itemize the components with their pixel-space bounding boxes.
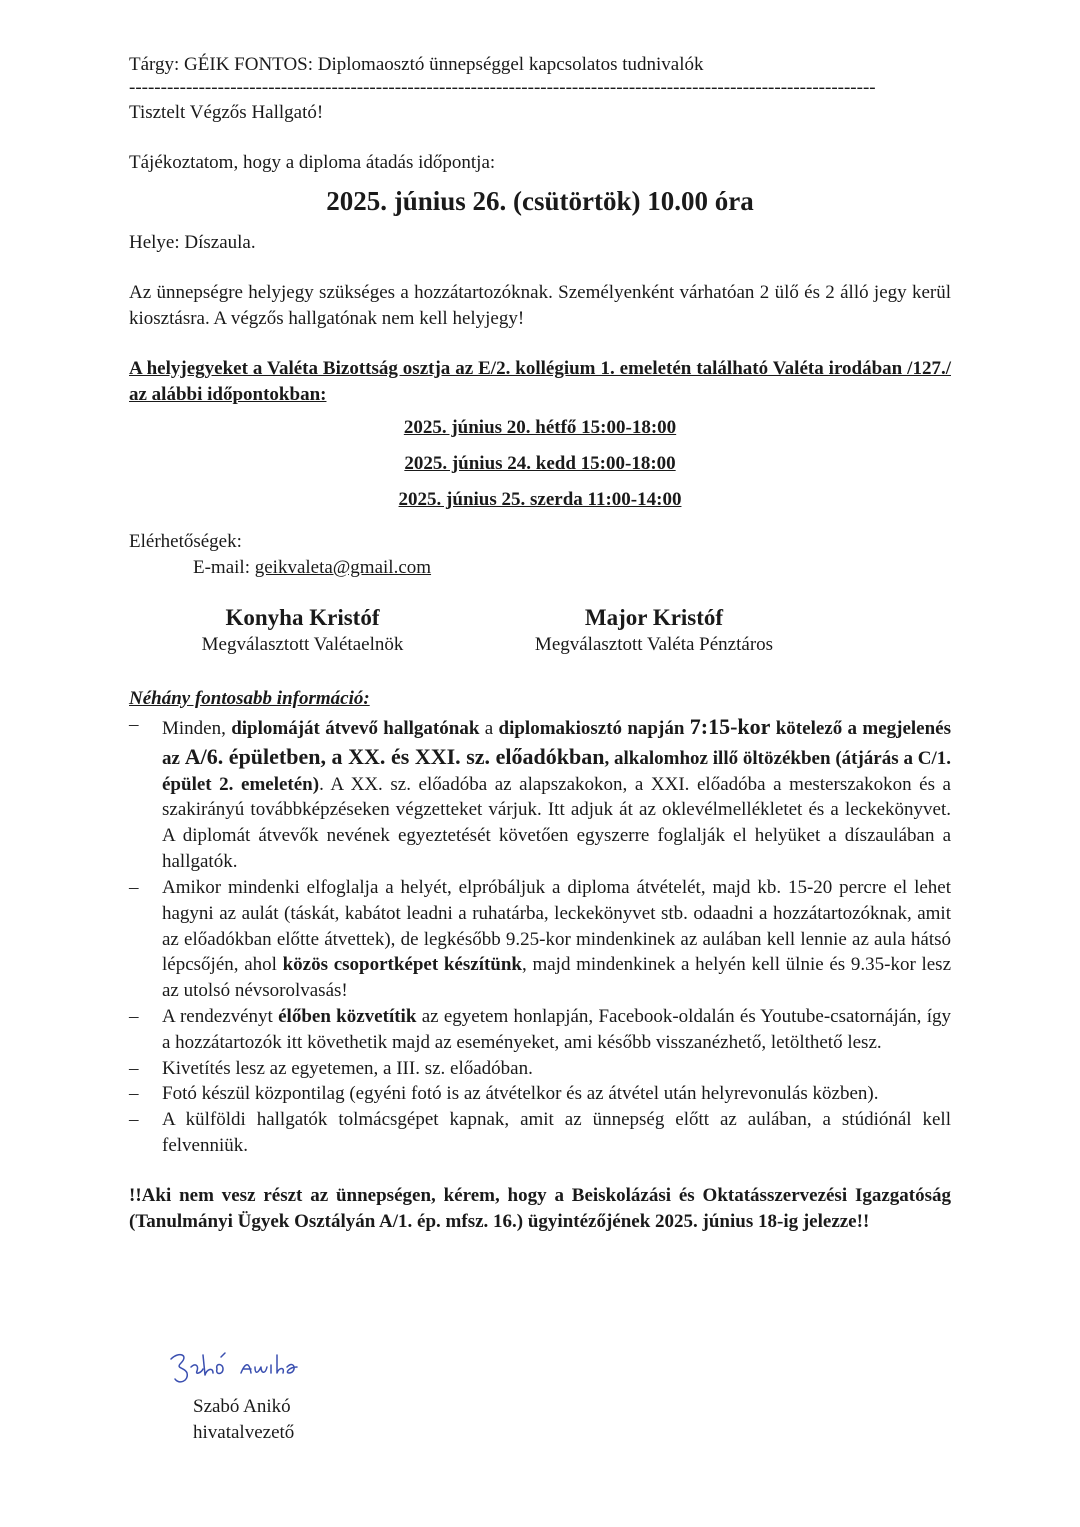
signer-name: Szabó Anikó [193, 1396, 291, 1417]
text-bold: kötelező a megjelenés az [162, 717, 952, 769]
bullet-dash: – [129, 876, 139, 898]
text: az egyetem honlapján, Facebook-oldalán és Youtube-csatornáján, így a hozzátartozók itt követhetik majd az eseményeket, ami később visszanézhető, letölthető lesz. [162, 1006, 951, 1053]
contacts-label: Elérhetőségek: [129, 530, 242, 552]
slot-3: 2025. június 25. szerda 11:00-14:00 [398, 489, 682, 510]
bullet-dash: – [129, 1057, 139, 1079]
contact-people [129, 604, 951, 657]
slot-2: 2025. június 24. kedd 15:00-18:00 [404, 453, 676, 475]
text: Fotó készül központilag (egyéni fotó is az átvételkor és az átvétel után helyrevonulás közben). [162, 1083, 879, 1105]
text-bold: diplomakiosztó napján [498, 717, 685, 739]
list-item [129, 1056, 951, 1082]
letter [129, 52, 951, 1235]
person-role: Megválasztott Valéta Pénztáros [534, 634, 774, 656]
subject-line: Tárgy: GÉIK FONTOS: Diplomaosztó ünnepséggel kapcsolatos tudnivalók [129, 54, 704, 75]
bullet-dash: – [129, 1006, 139, 1027]
email-row [193, 555, 951, 581]
ceremony-date: 2025. június 26. (csütörtök) 10.00 óra [326, 186, 754, 217]
text-bold-large: 7:15-kor [689, 713, 771, 739]
handwritten-signature [165, 1345, 315, 1393]
text-bold: , alkalomhoz illő öltözékben (átjárás a C/1. épület 2. emeletén) [162, 747, 952, 795]
signer-block [193, 1394, 294, 1446]
separator-line: ---------------------------------------------------------------------------------------------------------------------- [129, 77, 876, 98]
list-item [129, 1107, 951, 1159]
tickets-note: Az ünnepségre helyjegy szükséges a hozzátartozóknak. Személyenként várhatóan 2 ülő és 2 álló jegy kerül kiosztásra. A végzős hallgatónak nem kell helyjegy! [129, 282, 951, 329]
email-link[interactable]: geikvaleta@gmail.com [254, 556, 432, 578]
intro-text: Tájékoztatom, hogy a diploma átadás időpontja: [129, 151, 496, 173]
text: . A XX. sz. előadóba az alapszakokon, a XXI. előadóba a mesterszakokon és a szakirányú továbbképzéseken végzetteket várjuk. Itt adjuk át az oklevélmellékletet és a leckekönyvet. A diplomát átvevők nevének egyeztetését követően egyszerre foglalják el helyüket a díszaulában a hallgatók. [162, 773, 951, 873]
signer-title: hivatalvezető [193, 1421, 295, 1443]
contacts [129, 529, 951, 581]
text-bold: élőben közvetítik [278, 1006, 417, 1027]
list-item [129, 712, 951, 875]
text: A külföldi hallgatók tolmácsgépet kapnak, amit az ünnepség előtt az aulában, a stúdiónál kell felvenniük. [162, 1109, 951, 1157]
bullet-dash: – [129, 1083, 139, 1105]
person-role: Megválasztott Valétaelnök [201, 634, 404, 656]
ceremony-place: Helye: Díszaula. [129, 232, 256, 254]
warning-note: !!Aki nem vesz részt az ünnepségen, kérem, hogy a Beiskolázási és Oktatásszervezési Igazgatóság (Tanulmányi Ügyek Osztályán A/1. ép. mfsz. 16.) ügyintézőjének 2025. június 18-ig jelezze!! [129, 1184, 951, 1232]
list-item [129, 875, 951, 1004]
info-list [129, 712, 951, 1159]
text: Minden, [162, 717, 232, 739]
person-name: Major Kristóf [584, 605, 724, 631]
greeting: Tisztelt Végzős Hallgató! [129, 101, 324, 123]
text: , majd mindenkinek a helyén kell ülnie és 9.35-kor lesz az utolsó névsorolvasás! [162, 954, 952, 1002]
email-label: E-mail: [193, 556, 250, 578]
person-president [129, 604, 476, 657]
bullet-dash: – [129, 713, 139, 735]
text: A rendezvényt [162, 1006, 279, 1027]
list-item [129, 1004, 951, 1056]
person-treasurer [476, 604, 832, 657]
info-title: Néhány fontosabb információ: [129, 687, 370, 709]
text-bold-large: A/6. épületben, a XX. és XXI. sz. előadókban [184, 743, 605, 769]
person-name: Konyha Kristóf [225, 605, 380, 631]
text-bold: közös csoportképet készítünk [282, 954, 523, 976]
text: Kivetítés lesz az egyetemen, a III. sz. előadóban. [162, 1057, 533, 1079]
ticket-office-info: A helyjegyeket a Valéta Bizottság osztja az E/2. kollégium 1. emeletén található Valéta irodában /127./ az alábbi időpontokban: [129, 357, 951, 405]
list-item [129, 1081, 951, 1107]
text: a [479, 717, 499, 739]
text-bold: diplomáját átvevő hallgatónak [231, 717, 480, 739]
text: Amikor mindenki elfoglalja a helyét, elpróbáljuk a diploma átvételét, majd kb. 15-20 percre el lehet hagyni az aulát (táskát, kabátot leadni a ruhatárba, leckekönyvet stb. odaadni a hozzátartozóknak, amit az előadókban előtte átvettek), de legkésőbb 9.25-kor mindenkinek az aulában kell lennie az aula hátsó lépcsőjén, ahol [162, 876, 951, 976]
bullet-dash: – [129, 1109, 139, 1131]
slot-1: 2025. június 20. hétfő 15:00-18:00 [403, 417, 677, 439]
